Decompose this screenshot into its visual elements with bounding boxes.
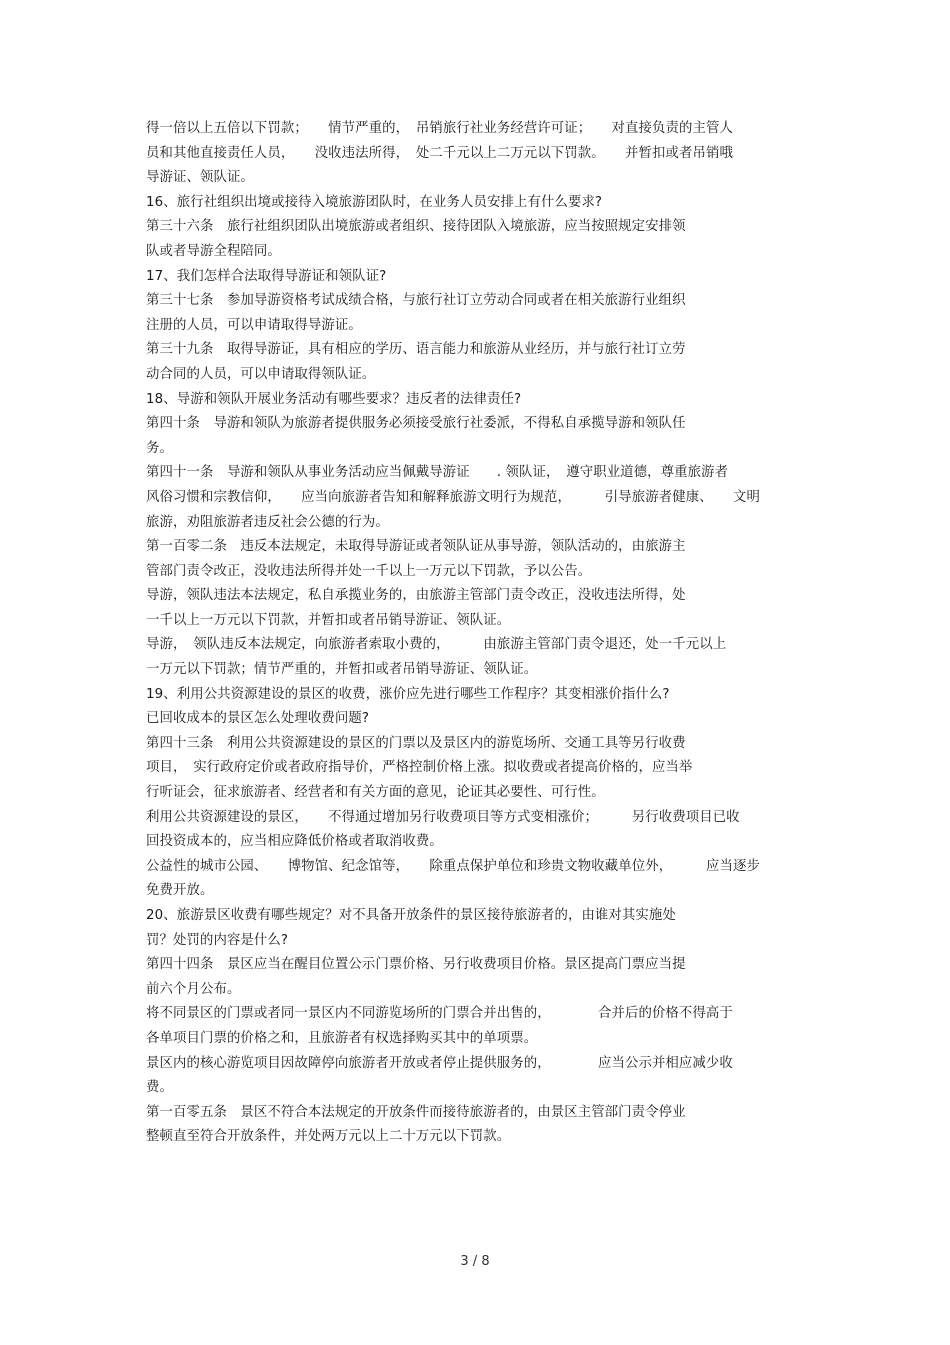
text-line: 第四十条 导游和领队为旅游者提供服务必须接受旅行社委派，不得私自承揽导游和领队任 [146,416,686,432]
text-line: 利用公共资源建设的景区， 不得通过增加另行收费项目等方式变相涨价； 另行收费项目已收 [146,809,740,825]
text-line: 第四十一条 导游和领队从事业务活动应当佩戴导游证 . 领队证， 遵守职业道德，尊重旅游者 [146,465,729,481]
text-line: 动合同的人员，可以申请取得领队证。 [146,366,376,382]
text-line: 务。 [146,440,173,456]
text-line: 将不同景区的门票或者同一景区内不同游览场所的门票合并出售的， 合并后的价格不得高于 [146,1006,733,1022]
question-heading: 罚？处罚的内容是什么? [146,932,289,948]
text-line: 整顿直至符合开放条件，并处两万元以上二十万元以下罚款。 [146,1129,511,1145]
text-line: 各单项目门票的价格之和，且旅游者有权选择购买其中的单项票。 [146,1030,538,1046]
text-line: 行听证会，征求旅游者、经营者和有关方面的意见，论证其必要性、可行性。 [146,785,605,801]
question-heading: 16、旅行社组织出境或接待入境旅游团队时，在业务人员安排上有什么要求? [146,194,603,210]
text-line: 前六个月公布。 [146,981,241,997]
text-line: 一万元以下罚款；情节严重的，并暂扣或者吊销导游证、领队证。 [146,662,538,678]
text-line: 第一百零五条 景区不符合本法规定的开放条件而接待旅游者的，由景区主管部门责令停业 [146,1104,686,1120]
text-line: 一千以上一万元以下罚款，并暂扣或者吊销导游证、领队证。 [146,612,511,628]
text-line: 员和其他直接责任人员， 没收违法所得， 处二千元以上二万元以下罚款。 并暂扣或者吊销哦 [146,145,733,161]
text-line: 费。 [146,1080,173,1096]
text-line: 公益性的城市公园、 博物馆、纪念馆等， 除重点保护单位和珍贵文物收藏单位外， 应当逐步 [146,858,760,874]
question-heading: 18、导游和领队开展业务活动有哪些要求？违反者的法律责任? [146,391,522,407]
text-line: 景区内的核心游览项目因故障停向旅游者开放或者停止提供服务的， 应当公示并相应减少收 [146,1055,733,1071]
text-line: 项目， 实行政府定价或者政府指导价，严格控制价格上涨。拟收费或者提高价格的，应当举 [146,760,693,776]
text-line: 得一倍以上五倍以下罚款； 情节严重的， 吊销旅行社业务经营许可证； 对直接负责的主管人 [146,121,733,136]
text-line: 队或者导游全程陪同。 [146,243,281,259]
question-heading: 20、旅游景区收费有哪些规定？对不具备开放条件的景区接待旅游者的，由谁对其实施处 [146,908,676,923]
text-line: 旅游，劝阻旅游者违反社会公德的行为。 [146,514,389,530]
question-heading: 已回收成本的景区怎么处理收费问题? [146,711,370,727]
text-line: 第四十三条 利用公共资源建设的景区的门票以及景区内的游览场所、交通工具等另行收费 [146,735,686,751]
text-line: 导游， 领队违反本法规定，向旅游者索取小费的， 由旅游主管部门责令退还，处一千元以上 [146,637,727,653]
text-line: 第四十四条 景区应当在醒目位置公示门票价格、另行收费项目价格。景区提高门票应当提 [146,957,686,973]
text-line: 免费开放。 [146,883,214,899]
text-line: 注册的人员，可以申请取得导游证。 [146,317,362,333]
page-number: 3 / 8 [460,1254,490,1269]
text-line: 导游证、领队证。 [146,170,254,186]
question-heading: 19、利用公共资源建设的景区的收费，涨价应先进行哪些工作程序？其变相涨价指什么? [146,686,670,702]
question-heading: 17、我们怎样合法取得导游证和领队证? [146,268,387,284]
text-line: 第三十七条 参加导游资格考试成绩合格，与旅行社订立劳动合同或者在相关旅游行业组织 [146,293,686,309]
text-line: 导游，领队违法本法规定，私自承揽业务的，由旅游主管部门责令改正，没收违法所得，处 [146,588,686,604]
text-line: 第三十六条 旅行社组织团队出境旅游或者组织、接待团队入境旅游，应当按照规定安排领 [146,219,686,235]
text-line: 风俗习惯和宗教信仰， 应当向旅游者告知和解释旅游文明行为规范， 引导旅游者健康、 文明 [146,489,760,505]
text-line: 第三十九条 取得导游证，具有相应的学历、语言能力和旅游从业经历，并与旅行社订立劳 [146,342,686,358]
document-body [146,117,816,1150]
text-line: 回投资成本的，应当相应降低价格或者取消收费。 [146,834,443,850]
text-line: 第一百零二条 违反本法规定，未取得导游证或者领队证从事导游，领队活动的，由旅游主 [146,539,686,555]
text-line: 管部门责令改正，没收违法所得并处一千以上一万元以下罚款，予以公告。 [146,563,592,579]
